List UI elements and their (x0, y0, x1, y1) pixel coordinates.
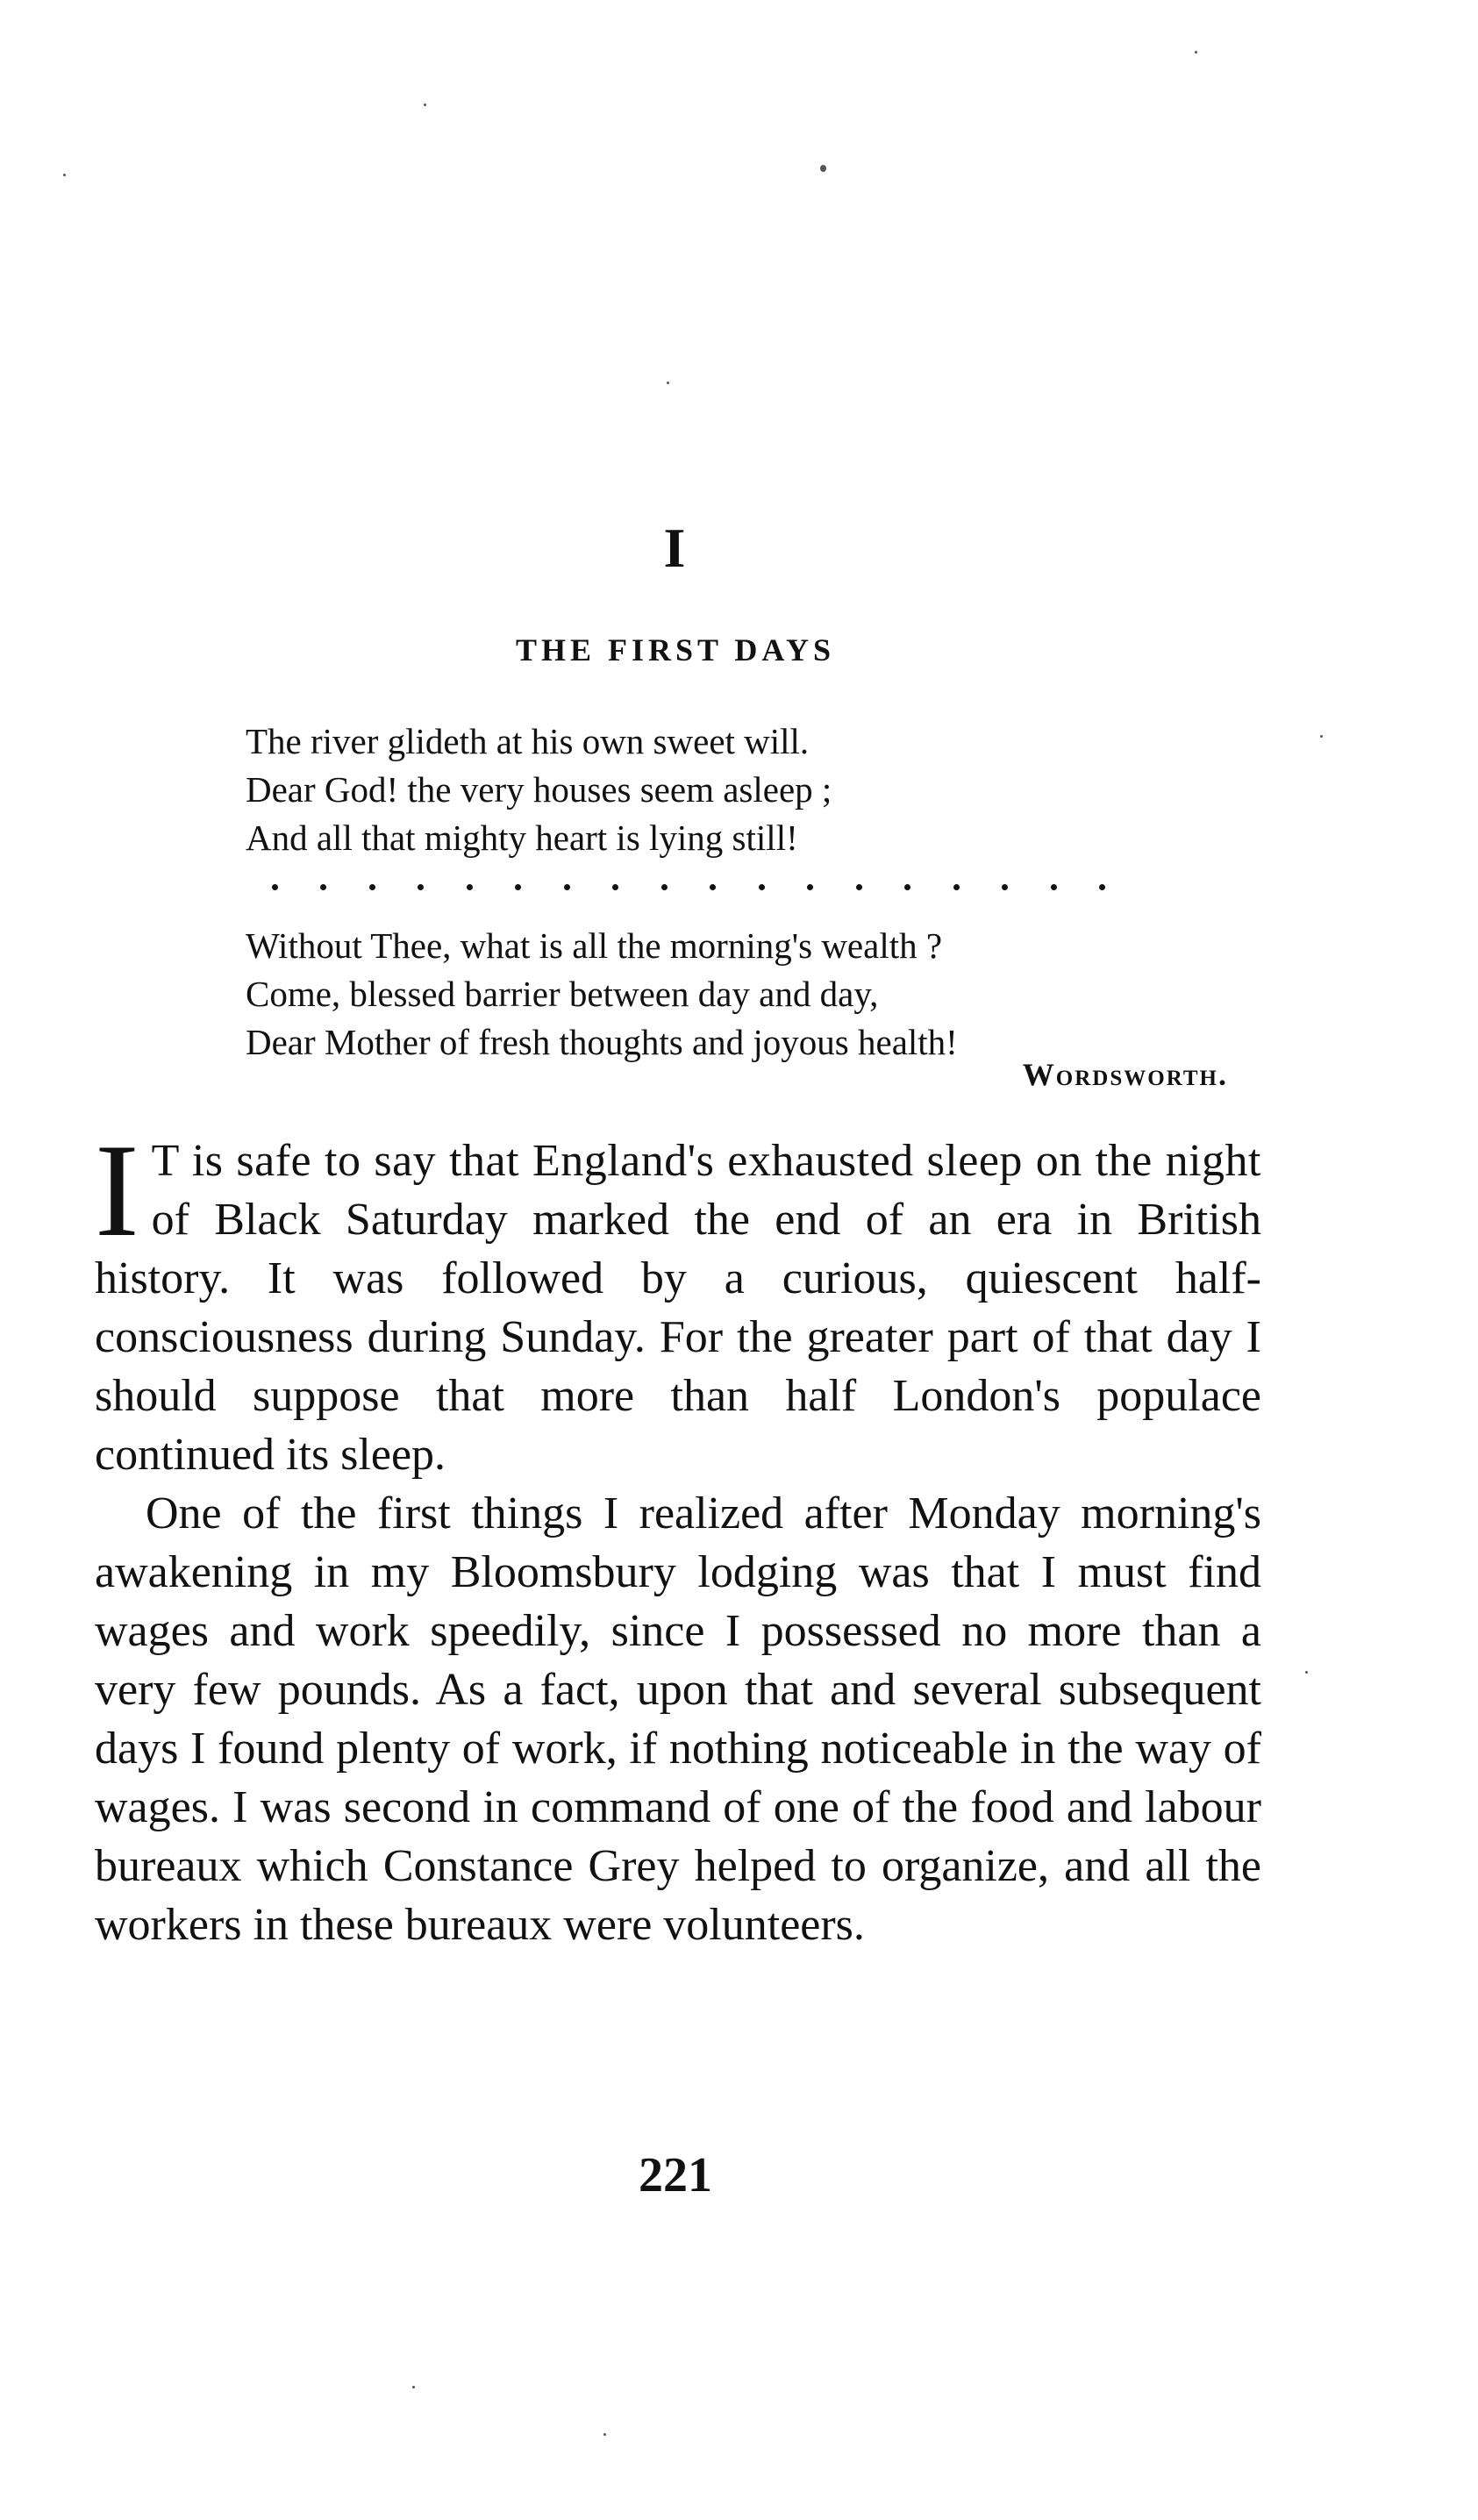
dot (564, 884, 570, 890)
dot (320, 884, 326, 890)
paragraph: One of the first things I realized after Monday morning's awakening in my Bloomsbury lodging was that I must find wages and work speedily, since I possessed no more than a very few pounds. As a fact, upon that and several subsequent days I found plenty of work, if nothing noticeable in the way of wages. I was second in command of one of the food and labour bureaux which Constance Grey helped to organize, and all the workers in these bureaux were volunteers. (95, 1488, 1261, 1950)
speck (603, 2433, 606, 2436)
dot (612, 884, 618, 890)
paragraph-text: T is safe to say that England's exhausted sleep on the night of Black Saturday marked the end of an era in British history. It was followed by a curious, quiescent half-consciousness during Sunday. For the greater part of that day I should suppose that more than half London's populace continued its sleep. (95, 1136, 1261, 1480)
epigraph-line: The river glideth at his own sweet will. (246, 721, 810, 761)
drop-cap: I (95, 1117, 139, 1264)
dot (418, 884, 424, 890)
speck (63, 174, 66, 176)
body-text (95, 1117, 1261, 1954)
speck (424, 104, 426, 106)
dot (856, 884, 862, 890)
speck (1195, 51, 1197, 54)
chapter-title: THE FIRST DAYS (515, 632, 836, 667)
page-number: 221 (639, 2148, 712, 2202)
dot (369, 884, 375, 890)
speck (412, 2386, 415, 2388)
dot (467, 884, 473, 890)
epigraph-line: Dear Mother of fresh thoughts and joyous health! (246, 1022, 958, 1062)
epigraph-line: And all that mighty heart is lying still! (246, 817, 798, 858)
dot (1099, 884, 1105, 890)
dot (807, 884, 813, 890)
dot (661, 884, 668, 890)
epigraph (246, 717, 1228, 1067)
chapter-number: I (663, 517, 688, 579)
dot (953, 884, 960, 890)
paragraph (95, 1117, 1261, 1484)
epigraph-line: Come, blessed barrier between day and day, (246, 974, 879, 1014)
dot (1002, 884, 1008, 890)
dot (759, 884, 765, 890)
speck (667, 382, 669, 384)
dot (515, 884, 521, 890)
speck (1305, 1671, 1308, 1674)
speck (820, 165, 826, 172)
dot (904, 884, 910, 890)
dot (272, 884, 278, 890)
epigraph-attribution: Wordsworth. (1022, 1057, 1228, 1092)
epigraph-line: Dear God! the very houses seem asleep ; (246, 769, 832, 810)
speck (1320, 735, 1323, 738)
omission-dots (272, 869, 1105, 904)
epigraph-line: Without Thee, what is all the morning's wealth ? (246, 925, 943, 966)
dot (1051, 884, 1057, 890)
dot (710, 884, 716, 890)
